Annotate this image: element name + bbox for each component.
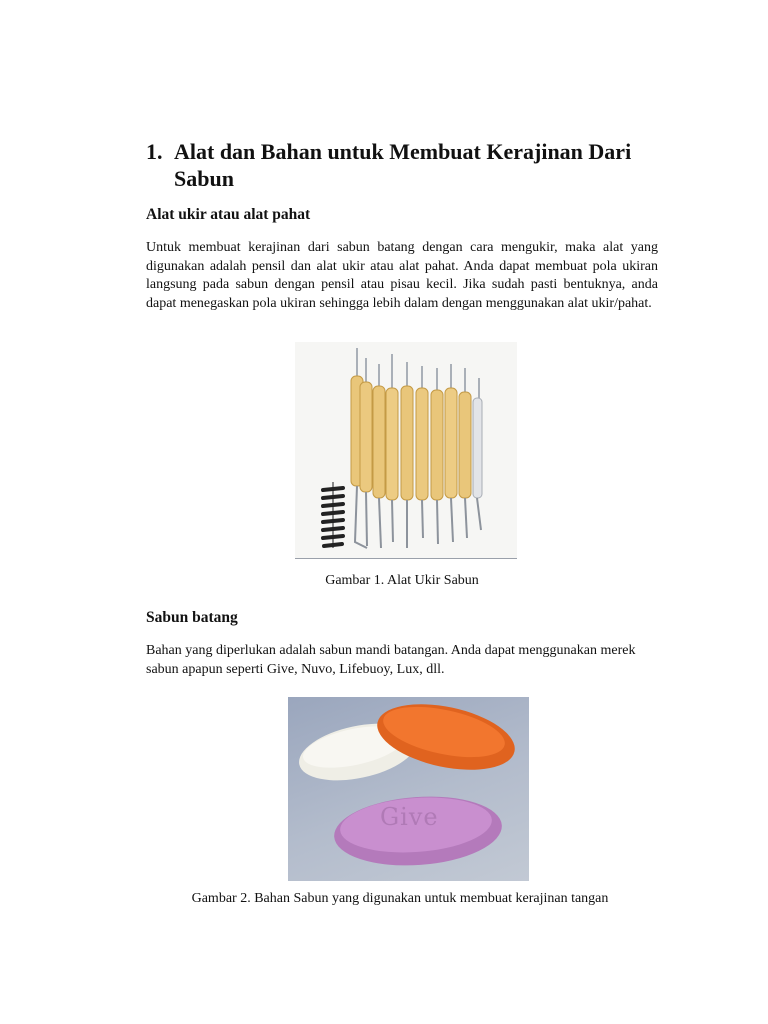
figure-1-caption: Gambar 1. Alat Ukir Sabun — [325, 573, 479, 588]
brush-tool — [323, 482, 343, 548]
tool-handles — [351, 348, 482, 548]
carving-tools-illustration — [295, 342, 517, 558]
carving-tools-photo — [295, 342, 517, 559]
section-number: 1. — [146, 139, 163, 164]
section-heading — [146, 138, 686, 192]
figure-2-caption: Gambar 2. Bahan Sabun yang digunakan untuk membuat kerajinan tangan — [191, 891, 609, 906]
soap-bars-photo — [288, 697, 529, 881]
tools-paragraph: Untuk membuat kerajinan dari sabun batang dengan cara mengukir, maka alat yang digunakan adalah pensil dan alat ukir atau alat pahat. Anda dapat membuat pola ukiran langsung pada sabun dengan pensil atau pisau kecil. Jika sudah pasti bentuknya, anda dapat menegaskan pola ukiran sehingga lebih dalam dengan menggunakan alat ukir/pahat. — [146, 240, 658, 311]
soap-bars-illustration — [288, 697, 529, 881]
soap-paragraph: Bahan yang diperlukan adalah sabun mandi batangan. Anda dapat menggunakan merek sabun apapun seperti Give, Nuvo, Lifebuoy, Lux, dll. — [146, 643, 636, 677]
soap-heading: Sabun batang — [146, 609, 238, 626]
section-title: Alat dan Bahan untuk Membuat Kerajinan Dari Sabun — [174, 139, 632, 191]
soap-brand-embossing: Give — [380, 803, 439, 831]
orange-soap-bar — [371, 697, 520, 781]
tools-heading: Alat ukir atau alat pahat — [146, 206, 311, 223]
